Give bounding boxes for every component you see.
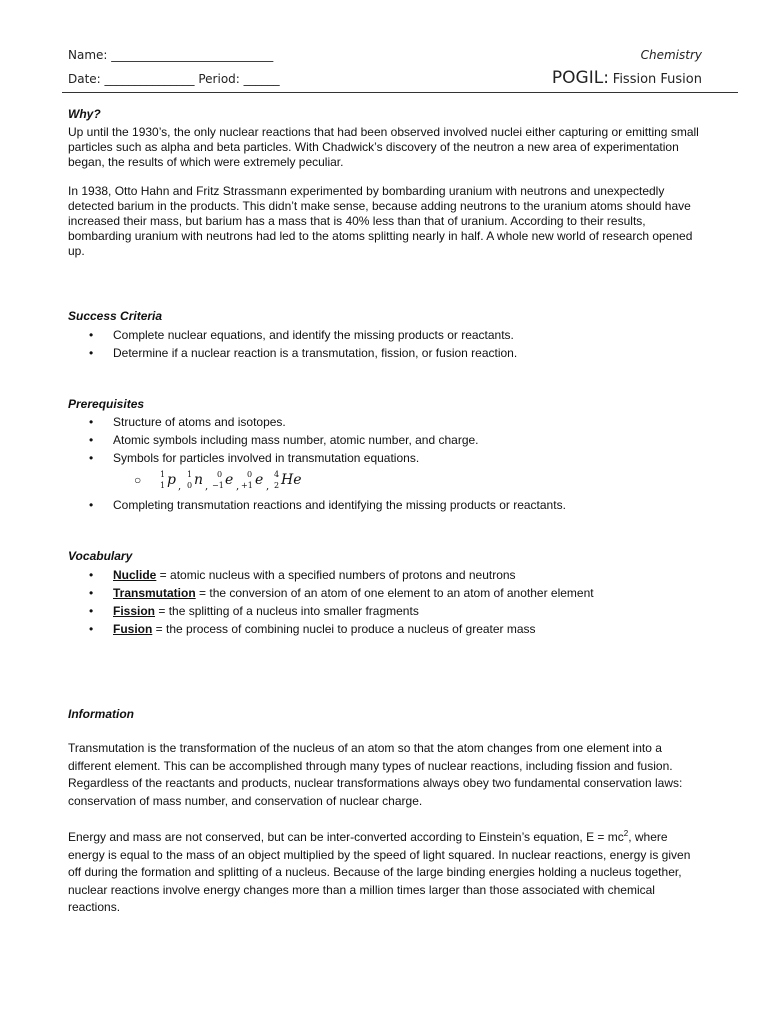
date-period-field-label: Date: _______________ Period: ______ — [68, 72, 280, 86]
information-paragraph-1: Transmutation is the transformation of the nucleus of an atom so that the atom changes from one element into a different element. This can be accomplished through many types of nuclear reactions, including fission and fusion. Regardless of the reactants and products, nuclear transformations always obey two fundamental conservation laws: conservation of mass number, and conservation of nuclear charge. — [68, 741, 683, 808]
prerequisites-list-continued — [68, 496, 566, 514]
vocabulary-term: Fission — [113, 604, 156, 618]
success-criteria-heading: Success Criteria — [68, 309, 163, 323]
header-divider — [62, 92, 738, 93]
vocabulary-definition: = the splitting of a nucleus into smaller fragments — [155, 604, 419, 618]
list-item — [68, 496, 566, 514]
separator: , — [236, 481, 240, 492]
bullet-icon: • — [89, 498, 94, 512]
particle-symbol: e — [255, 472, 264, 488]
mass-number: 1 — [160, 470, 166, 479]
bullet-icon: • — [89, 586, 94, 600]
list-item-text: Atomic symbols including mass number, atomic number, and charge. — [113, 433, 479, 447]
sub-bullet-icon: ○ — [134, 473, 142, 487]
atomic-number: +1 — [241, 481, 253, 490]
mass-number: 0 — [217, 470, 223, 479]
bullet-icon: • — [89, 568, 94, 582]
bullet-icon: • — [89, 604, 94, 618]
atomic-number: −1 — [212, 481, 224, 490]
why-heading: Why? — [68, 107, 101, 121]
particle-symbol: e — [225, 472, 234, 488]
separator: , — [205, 481, 209, 492]
list-item-text: Determine if a nuclear reaction is a transmutation, fission, or fusion reaction. — [113, 346, 518, 360]
information-heading: Information — [68, 707, 134, 721]
superscript-exponent: 2 — [623, 829, 629, 838]
list-item — [68, 326, 517, 344]
success-criteria-list — [68, 326, 517, 362]
bullet-icon: • — [89, 622, 94, 636]
vocabulary-item-fission — [68, 602, 594, 620]
bullet-icon: • — [89, 328, 94, 342]
vocabulary-term: Nuclide — [113, 568, 157, 582]
paragraph-text-continued: , where energy is equal to the mass of an object multiplied by the speed of light squared. In nuclear reactions, energy is given off during the formation and splitting of a nucleus. Because of the large binding energies holding a nucleus together, nuclear reactions involve energy changes more than a million times larger than those associated with chemical reactions. — [68, 830, 691, 914]
list-item — [68, 449, 479, 467]
list-item — [68, 413, 479, 431]
list-item — [68, 431, 479, 449]
mass-number: 1 — [187, 470, 193, 479]
mass-number: 0 — [247, 470, 253, 479]
list-item-text: Complete nuclear equations, and identify the missing products or reactants. — [113, 328, 514, 342]
prerequisites-list — [68, 413, 479, 467]
bullet-icon: • — [89, 451, 94, 465]
separator: , — [178, 481, 182, 492]
bullet-icon: • — [89, 415, 94, 429]
list-item-text: Completing transmutation reactions and identifying the missing products or reactants. — [113, 498, 566, 512]
atomic-number: 0 — [187, 481, 193, 490]
particle-symbol: He — [281, 472, 302, 488]
list-item — [68, 344, 517, 362]
vocabulary-item-nuclide — [68, 566, 594, 584]
vocabulary-item-transmutation — [68, 584, 594, 602]
pogil-topic: Fission Fusion — [612, 72, 702, 87]
vocabulary-heading: Vocabulary — [68, 549, 133, 563]
subject-label: Chemistry — [640, 48, 702, 62]
vocabulary-list — [68, 566, 594, 638]
atomic-number: 1 — [160, 481, 166, 490]
why-paragraph-1: Up until the 1930’s, the only nuclear reactions that had been observed involved nuclei either capturing or emitting small particles such as alpha and beta particles. With Chadwick’s discovery of the neutron a new area of experimentation began, the results of which were extremely peculiar. — [68, 125, 699, 169]
name-field-label: Name: ___________________________ — [68, 48, 274, 62]
vocabulary-item-fusion — [68, 620, 594, 638]
vocabulary-term: Transmutation — [113, 586, 196, 600]
atomic-number: 2 — [274, 481, 280, 490]
particle-symbol: p — [167, 472, 176, 488]
mass-number: 4 — [274, 470, 280, 479]
document-title — [552, 68, 702, 88]
vocabulary-definition: = atomic nucleus with a specified numbers of protons and neutrons — [156, 568, 516, 582]
list-item-text: Structure of atoms and isotopes. — [113, 415, 286, 429]
list-item-text: Symbols for particles involved in transmutation equations. — [113, 451, 420, 465]
why-paragraph-2: In 1938, Otto Hahn and Fritz Strassmann experimented by bombarding uranium with neutrons and unexpectedly detected barium in the products. This didn’t make sense, because adding neutrons to the uranium atoms should have increased their mass, but barium has a mass that is 40% less than that of uranium. According to their results, bombarding uranium with neutrons had led to the atoms splitting nearly in half. A whole new world of research opened up. — [68, 184, 693, 258]
vocabulary-definition: = the conversion of an atom of one element to an atom of another element — [195, 586, 594, 600]
information-paragraph-2 — [68, 825, 702, 917]
separator: , — [266, 481, 270, 492]
vocabulary-term: Fusion — [113, 622, 153, 636]
prerequisites-heading: Prerequisites — [68, 397, 145, 411]
bullet-icon: • — [89, 346, 94, 360]
bullet-icon: • — [89, 433, 94, 447]
particle-symbol: n — [194, 472, 204, 488]
paragraph-text: Energy and mass are not conserved, but can be inter-converted according to Einstein’s equation, E = mc — [68, 830, 624, 844]
pogil-label: POGIL: — [551, 68, 609, 88]
vocabulary-definition: = the process of combining nuclei to produce a nucleus of greater mass — [152, 622, 536, 636]
